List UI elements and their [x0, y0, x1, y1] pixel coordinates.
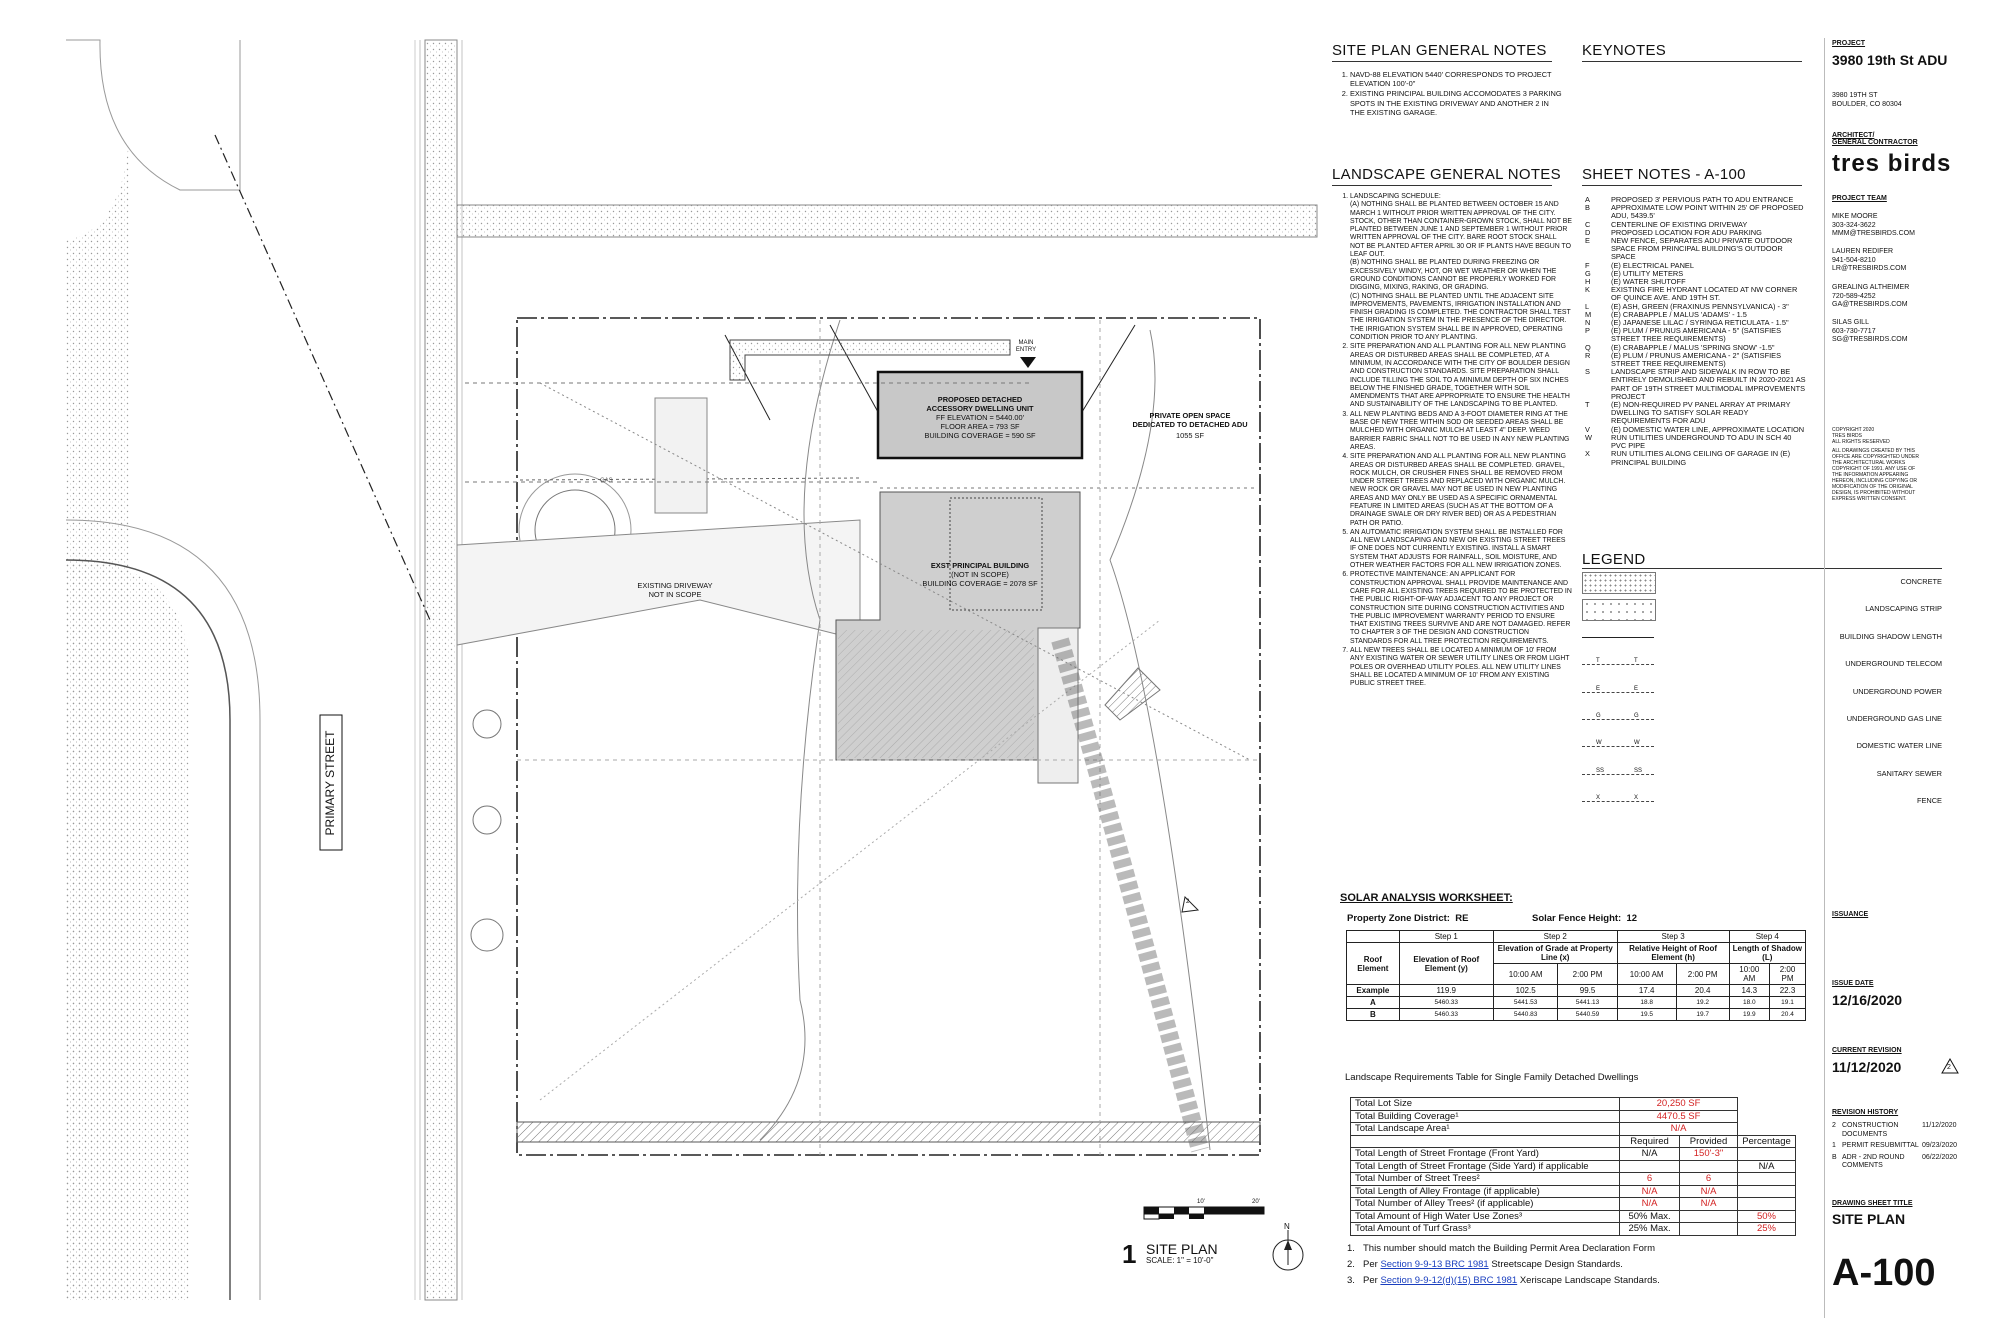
solar-cell: 99.5 — [1558, 985, 1617, 997]
landscape-table — [1350, 1097, 1796, 1236]
landscape-note: 2. SITE PREPARATION AND ALL PLANTING FOR ALL NEW PLANTING AREAS OR DISTURBED AREAS SHALL BE COMPLETED, AT A MINIMUM, IN ACCORDANCE WITH THE CITY OF BOULDER DESIGN AND CONSTRUCTION STANDARDS. SITE PREPARATION SHALL INCLUDE TILLING THE SOIL TO A MINIMUM DEPTH OF SIX INCHES BELOW THE FINISHED GRADE, TOGETHER WITH SOIL AMENDMENTS THAT ARE APPROPRIATE TO ENSURE THE HEALTH AND SUSTAINABILITY OF THE LANDSCAPING TO BE PLANTED. — [1350, 343, 1572, 409]
scale-tick-20: 20' — [1252, 1199, 1260, 1205]
solar-blank-cell — [1347, 931, 1400, 943]
landscape-label: Total Lot Size — [1351, 1098, 1620, 1111]
sheet-note-text: (E) NON-REQUIRED PV PANEL ARRAY AT PRIMARY DWELLING TO SATISFY SOLAR READY REQUIREMENTS FOR ADU — [1611, 400, 1791, 426]
solar-col-elev: Elevation of Roof Element (y) — [1399, 943, 1493, 985]
solar-time: 10:00 AM — [1493, 964, 1558, 985]
landscape-header: Required — [1620, 1135, 1680, 1148]
legend-label: FENCE — [1916, 796, 1942, 806]
sheet-note-text: (E) DOMESTIC WATER LINE, APPROXIMATE LOCATION — [1611, 424, 1805, 434]
landscape-percentage: N/A — [1737, 1160, 1795, 1173]
sheet-note-text: (E) ELECTRICAL PANEL — [1611, 260, 1694, 270]
legend-item — [1582, 572, 1942, 594]
landscape-percentage — [1737, 1185, 1795, 1198]
landscape-note: 3. ALL NEW PLANTING BEDS AND A 3-FOOT DIAMETER RING AT THE BASE OF NEW TREE WITHIN SOD OR SEEDED AREAS SHALL BE MULCHED WITH ORGANIC MULCH AT LEAST 4" DEEP. WEED BARRIER FABRIC SHALL NOT TO BE USED IN ANY NEW PLANTING AREAS. — [1350, 411, 1572, 452]
landscape-note: 6. PROTECTIVE MAINTENANCE: AN APPLICANT FOR CONSTRUCTION APPROVAL SHALL PROVIDE MAINTENANCE AND CARE FOR ALL EXISTING TREES REQUIRED TO BE PROTECTED IN THE PUBLIC RIGHT-OF-WAY ADJACENT TO ANY PROJECT OR CONSTRUCTION SITE DURING CONSTRUCTION ACTIVITIES AND THE PUBLIC IMPROVEMENT WARRANTY PERIOD TO ENSURE THAT EXISTING TREES SURVIVE AND ARE NOT DAMAGED. REFER TO CHAPTER 3 OF THE DESIGN AND CONSTRUCTION STANDARDS FOR ALL TREE PROTECTION REQUIREMENTS. — [1350, 571, 1572, 646]
sheet-note-text: (E) UTILITY METERS — [1611, 268, 1684, 278]
landscape-footnotes — [1347, 1241, 1660, 1289]
landscape-required: N/A — [1620, 1185, 1680, 1198]
solar-cell: 5460.33 — [1399, 1009, 1493, 1021]
principal-building-label: EXST PRINCIPAL BUILDING — [930, 561, 1030, 570]
landscape-notes-title: LANDSCAPE GENERAL NOTES — [1332, 166, 1561, 183]
issue-date: 12/16/2020 — [1832, 992, 1903, 1008]
solar-col-height: Relative Height of Roof Element (h) — [1617, 943, 1729, 964]
sheet-note-key: S — [1585, 367, 1590, 377]
sheet-note-text: (E) JAPANESE LILAC / SYRINGA RETICULATA - 1.5" — [1611, 318, 1789, 328]
landscape-provided: N/A — [1680, 1185, 1738, 1198]
solar-cell: 19.7 — [1676, 1009, 1729, 1021]
solar-time: 2:00 PM — [1558, 964, 1617, 985]
solar-cell: 5441.53 — [1493, 997, 1558, 1009]
sheet-note-text: (E) ASH, GREEN (FRAXINUS PENNSYLVANICA) - 3" — [1611, 301, 1789, 311]
disclaimer: ALL DRAWINGS CREATED BY THIS OFFICE ARE COPYRIGHTED UNDER THE ARCHITECTURAL WORKS COPYRIGHT OF 1991. ANY USE OF THE INFORMATION APPEARING HEREON, INCLUDING COPYING OR MODIFICATION OF THE ORIGINAL DESIGN, IS PROHIBITED WITHOUT EXPRESS WRITTEN CONSENT. — [1832, 448, 1919, 502]
landscape-row — [1351, 1110, 1796, 1123]
landscape-row — [1351, 1185, 1796, 1198]
keynotes-title: KEYNOTES — [1582, 42, 1667, 59]
revision-entry — [1832, 1122, 1982, 1139]
landscape-value: 20,250 SF — [1620, 1098, 1738, 1111]
legend-item — [1582, 654, 1942, 676]
solar-body — [1347, 985, 1806, 1021]
legend-label: LANDSCAPING STRIP — [1865, 604, 1942, 614]
footnote-link[interactable]: Section 9-9-12(d)(15) BRC 1981 — [1380, 1275, 1518, 1286]
landscape-percentage — [1737, 1198, 1795, 1211]
landscape-footnote — [1347, 1273, 1660, 1289]
legend-item — [1582, 682, 1942, 704]
legend-label: CONCRETE — [1900, 577, 1942, 586]
solar-zone-value: RE — [1455, 913, 1469, 924]
footnote-number: 2. — [1347, 1259, 1355, 1270]
landscape-provided: 6 — [1680, 1173, 1738, 1186]
solar-zone-label: Property Zone District: — [1347, 913, 1450, 924]
firm-logo: tres birds — [1832, 150, 1952, 177]
sheet-note-text: (E) WATER SHUTOFF — [1611, 277, 1686, 287]
team-member: MIKE MOORE 303-324-3622 MMM@TRESBIRDS.COM — [1832, 213, 1915, 238]
footnote-link[interactable]: Section 9-9-13 BRC 1981 — [1380, 1259, 1489, 1270]
sheet-note-text: CENTERLINE OF EXISTING DRIVEWAY — [1611, 219, 1748, 229]
sheet-note — [1585, 286, 1807, 302]
landscape-value: N/A — [1620, 1123, 1738, 1136]
landscape-row — [1351, 1123, 1796, 1136]
footnote-text: This number should match the Building Permit Area Declaration Form — [1363, 1243, 1655, 1254]
site-plan-note: 2. EXISTING PRINCIPAL BUILDING ACCOMODATES 3 PARKING SPOTS IN THE EXISTING DRIVEWAY AND ANOTHER 2 IN THE EXISTING GARAGE. — [1350, 89, 1565, 117]
revision-description: ADR - 2ND ROUND COMMENTS — [1842, 1153, 1905, 1170]
sheet-note-key: V — [1585, 424, 1590, 434]
landscape-header: Provided — [1680, 1135, 1738, 1148]
solar-steps-row — [1347, 931, 1806, 943]
landscape-label: Total Length of Street Frontage (Side Yard) if applicable — [1351, 1160, 1620, 1173]
legend-item — [1582, 627, 1942, 649]
sheet-note-text: PROPOSED LOCATION FOR ADU PARKING — [1611, 227, 1762, 237]
solar-cell: 20.4 — [1770, 1009, 1806, 1021]
legend-line-code: SS — [1634, 767, 1643, 774]
legend-symbol — [1582, 709, 1654, 720]
landscape-row — [1351, 1198, 1796, 1211]
landscape-provided: 150'-3" — [1680, 1148, 1738, 1161]
legend-line-code: E — [1596, 685, 1601, 692]
current-revision: 11/12/2020 — [1832, 1059, 1902, 1075]
solar-step: Step 2 — [1493, 931, 1617, 943]
landscape-notes-rule — [1332, 185, 1552, 186]
sheet-note-key: A — [1585, 195, 1590, 204]
project-team-label: PROJECT TEAM — [1832, 195, 1887, 202]
sheet-notes-rule — [1582, 185, 1802, 186]
landscape-required: N/A — [1620, 1148, 1680, 1161]
solar-cell: Example — [1347, 985, 1400, 997]
team-member: SILAS GILL 603-730-7717 SG@TRESBIRDS.COM — [1832, 319, 1908, 344]
solar-row — [1347, 985, 1806, 997]
legend-label: SANITARY SEWER — [1876, 768, 1942, 778]
sheet-note-key: G — [1585, 268, 1591, 278]
solar-time: 2:00 PM — [1676, 964, 1729, 985]
primary-street-label: PRIMARY STREET — [323, 730, 337, 836]
landscape-note: 1. LANDSCAPING SCHEDULE: (A) NOTHING SHALL BE PLANTED BETWEEN OCTOBER 15 AND MARCH 1 WITHOUT PRIOR WRITTEN APPROVAL OF THE CITY. STOCK, OTHER THAN CONTAINER-GROWN STOCK, SHALL NOT BE PLANTED BETWEEN JUNE 1 AND SEPTEMBER 1 WITHOUT PRIOR WRITTEN APPROVAL OF THE CITY. BARE ROOT STOCK SHALL NOT BE PLANTED AFTER APRIL 30 OR IF PLANTS HAVE BEGUN TO LEAF OUT. (B) NOTHING SHALL BE PLANTED DURING FREEZING OR EXCESSIVELY WINDY, HOT, OR WET WEATHER OR WHEN THE GROUND CONDITIONS CANNOT BE PROPERLY WORKED FOR DIGGING, MIXING, RAKING, OR GRADING. (C) NOTHING SHALL BE PLANTED UNTIL THE ADJACENT SITE IMPROVEMENTS, PAVEMENTS, IRRIGATION INSTALLATION AND FINISH GRADING IS COMPLETED. THE CONTRACTOR SHALL TEST THE IRRIGATION SYSTEM IN THE PRESENCE OF THE DIRECTOR. THE IRRIGATION SYSTEM SHALL BE IN APPROVED, OPERATING CONDITION PRIOR TO ANY PLANTING. — [1350, 193, 1572, 342]
solar-col-roof: Roof Element — [1347, 943, 1400, 985]
private-open-space-label: PRIVATE OPEN SPACE DEDICATED TO DETACHED ADU — [1132, 411, 1248, 430]
solar-table — [1346, 930, 1806, 1021]
team-member: GREALING ALTHEIMER 720-589-4252 GA@TRESBIRDS.COM — [1832, 284, 1910, 309]
main-entry-label: MAIN ENTRY — [1015, 340, 1037, 354]
revision-description: PERMIT RESUBMITTAL — [1842, 1142, 1919, 1150]
solar-cell: 5440.83 — [1493, 1009, 1558, 1021]
landscape-label: Total Building Coverage¹ — [1351, 1110, 1620, 1123]
legend-rule — [1582, 568, 1942, 569]
solar-row — [1347, 1009, 1806, 1021]
landscape-row — [1351, 1148, 1796, 1161]
landscape-empty — [1737, 1123, 1795, 1136]
landscape-header-row — [1351, 1135, 1796, 1148]
solar-cell: 20.4 — [1676, 985, 1729, 997]
legend-line-code: SS — [1596, 767, 1605, 774]
sheet-note-key: K — [1585, 285, 1590, 295]
solar-cell: 102.5 — [1493, 985, 1558, 997]
existing-driveway-label: EXISTING DRIVEWAY NOT IN SCOPE — [637, 581, 713, 600]
gas-line-label: GAS — [600, 478, 613, 484]
revision-date: 06/22/2020 — [1922, 1153, 1958, 1161]
landscape-label: Total Amount of Turf Grass³ — [1351, 1223, 1620, 1236]
landscape-label: Total Amount of High Water Use Zones³ — [1351, 1210, 1620, 1223]
legend-label: BUILDING SHADOW LENGTH — [1839, 631, 1942, 641]
revision-description: CONSTRUCTION DOCUMENTS — [1842, 1122, 1899, 1138]
landscape-percentage: 25% — [1737, 1223, 1795, 1236]
sheet-note-key: E — [1585, 236, 1590, 246]
legend-line-code: T — [1596, 658, 1600, 665]
landscape-label: Total Length of Alley Frontage (if applicable) — [1351, 1185, 1620, 1198]
sheet-note-key: D — [1585, 227, 1591, 237]
revision-date: 11/12/2020 — [1922, 1122, 1957, 1129]
landscape-row — [1351, 1098, 1796, 1111]
sheet-notes-list — [1585, 196, 1807, 467]
landscape-percentage — [1737, 1148, 1795, 1161]
solar-time: 2:00 PM — [1770, 964, 1806, 985]
sheet-note-text: LANDSCAPE STRIP AND SIDEWALK IN ROW TO BE ENTIRELY DEMOLISHED AND REBUILT IN 2020-2021 AS PART OF 19TH STREET MULTIMODAL IMPROVEMENTS PROJECT — [1611, 367, 1806, 401]
revision-entry — [1832, 1142, 1982, 1151]
solar-cell: 19.1 — [1770, 997, 1806, 1009]
legend-symbol — [1582, 736, 1654, 747]
landscape-label: Total Number of Street Trees² — [1351, 1173, 1620, 1186]
landscape-row — [1351, 1210, 1796, 1223]
sheet-note-text: PROPOSED 3' PERVIOUS PATH TO ADU ENTRANCE — [1611, 195, 1794, 204]
landscape-footnote — [1347, 1257, 1660, 1273]
legend-item — [1582, 599, 1942, 621]
legend-symbol — [1582, 572, 1656, 594]
landscape-label: Total Landscape Area¹ — [1351, 1123, 1620, 1136]
legend-line-code: W — [1596, 740, 1602, 747]
sheet-notes-title: SHEET NOTES - A-100 — [1582, 166, 1746, 183]
solar-fence — [1532, 913, 1637, 924]
landscape-provided — [1680, 1223, 1738, 1236]
revision-history-label: REVISION HISTORY — [1832, 1109, 1899, 1116]
sheet-note-key: R — [1585, 350, 1591, 360]
sheet-note-text: (E) PLUM / PRUNUS AMERICANA - 2" (SATISFIES STREET TREE REQUIREMENTS) — [1611, 350, 1782, 369]
team-member: LAUREN REDIFER 941-504-8210 LR@TRESBIRDS.COM — [1832, 248, 1907, 273]
legend-symbol — [1582, 627, 1654, 638]
revision-entry — [1832, 1154, 1982, 1171]
legend-label: DOMESTIC WATER LINE — [1856, 741, 1942, 751]
sheet-note-key: F — [1585, 260, 1590, 270]
site-plan-notes-title: SITE PLAN GENERAL NOTES — [1332, 42, 1547, 59]
landscape-provided: N/A — [1680, 1198, 1738, 1211]
solar-title: SOLAR ANALYSIS WORKSHEET: — [1340, 892, 1513, 904]
legend-symbol — [1582, 682, 1654, 693]
landscape-percentage — [1737, 1173, 1795, 1186]
keynotes-rule — [1582, 61, 1802, 62]
solar-cell: A — [1347, 997, 1400, 1009]
sheet-note — [1585, 352, 1807, 368]
sheet-note-key: Q — [1585, 342, 1591, 352]
solar-cell: 19.5 — [1617, 1009, 1676, 1021]
solar-header-row — [1347, 943, 1806, 964]
sheet-note — [1585, 204, 1807, 220]
principal-building-details: (NOT IN SCOPE) BUILDING COVERAGE = 2078 SF — [922, 570, 1038, 589]
solar-col-grade: Elevation of Grade at Property Line (x) — [1493, 943, 1617, 964]
landscape-required: N/A — [1620, 1198, 1680, 1211]
sheet-note-text: RUN UTILITIES ALONG CEILING OF GARAGE IN (E) PRINCIPAL BUILDING — [1611, 449, 1791, 467]
legend-item — [1582, 709, 1942, 731]
sheet-note — [1585, 327, 1807, 343]
callout-2: 2 — [1186, 899, 1190, 905]
solar-zone — [1347, 913, 1468, 924]
landscape-value: 4470.5 SF — [1620, 1110, 1738, 1123]
legend-item — [1582, 791, 1942, 813]
landscape-required: 6 — [1620, 1173, 1680, 1186]
legend-symbol — [1582, 654, 1654, 665]
landscape-row — [1351, 1160, 1796, 1173]
legend-symbol — [1582, 764, 1654, 775]
sheet-note-text: RUN UTILITIES UNDERGROUND TO ADU IN SCH 40 PVC PIPE — [1611, 432, 1792, 451]
footnote-text: Streetscape Design Standards. — [1488, 1259, 1623, 1270]
landscape-footnote — [1347, 1241, 1660, 1257]
footnote-number: 3. — [1347, 1275, 1355, 1286]
sheet-note — [1585, 237, 1807, 262]
solar-cell: 22.3 — [1770, 985, 1806, 997]
solar-time: 10:00 AM — [1729, 964, 1769, 985]
landscape-header: Percentage — [1737, 1135, 1795, 1148]
private-open-space-area: 1055 SF — [1176, 431, 1204, 440]
legend-item — [1582, 736, 1942, 758]
solar-col-shadow: Length of Shadow (L) — [1729, 943, 1805, 964]
landscape-required: 25% Max. — [1620, 1223, 1680, 1236]
solar-cell: 18.0 — [1729, 997, 1769, 1009]
revision-number: B — [1832, 1153, 1837, 1161]
project-name: 3980 19th St ADU — [1832, 52, 1948, 68]
sheet-title-label: DRAWING SHEET TITLE — [1832, 1200, 1913, 1207]
sheet-note-key: L — [1585, 301, 1590, 311]
sheet-note — [1585, 401, 1807, 426]
issuance-label: ISSUANCE — [1832, 911, 1869, 918]
solar-cell: 5441.13 — [1558, 997, 1617, 1009]
revision-history — [1832, 1122, 1982, 1174]
landscape-note: 5. AN AUTOMATIC IRRIGATION SYSTEM SHALL BE INSTALLED FOR ALL NEW LANDSCAPING AND NEW OR EXISTING STREET TREES IF ONE DOES NOT CURRENTLY EXISTING. INSTALL A SMART SYSTEM THAT ADJUSTS FOR RAINFALL, SOIL MOISTURE, AND OTHER WEATHER FACTORS FOR ALL NEW IRRIGATION ZONES. — [1350, 529, 1572, 570]
sheet-note-text: (E) PLUM / PRUNUS AMERICANA - 5" (SATISFIES STREET TREE REQUIREMENTS) — [1611, 326, 1782, 344]
landscape-table-title: Landscape Requirements Table for Single Family Detached Dwellings — [1345, 1072, 1639, 1083]
legend-symbol — [1582, 791, 1654, 802]
scale-tick-10: 10' — [1197, 1199, 1205, 1205]
landscape-header-blank — [1351, 1135, 1620, 1148]
landscape-label: Total Length of Street Frontage (Front Yard) — [1351, 1148, 1620, 1161]
solar-cell: 5460.33 — [1399, 997, 1493, 1009]
solar-cell: 17.4 — [1617, 985, 1676, 997]
sheet-note-key: N — [1585, 318, 1591, 328]
revision-number: 1 — [1832, 1142, 1836, 1150]
sheet-note — [1585, 368, 1807, 401]
sheet-note-key: X — [1585, 449, 1590, 459]
landscape-percentage: 50% — [1737, 1210, 1795, 1223]
footnote-text: Xeriscape Landscape Standards. — [1517, 1275, 1660, 1286]
sheet-note-key: P — [1585, 326, 1590, 336]
sheet-note-text: APPROXIMATE LOW POINT WITHIN 25' OF PROPOSED ADU, 5439.5' — [1611, 203, 1804, 221]
landscape-empty — [1737, 1110, 1795, 1123]
project-label: PROJECT — [1832, 40, 1866, 47]
sheet-title: SITE PLAN — [1832, 1211, 1906, 1227]
footnote-text: Per — [1363, 1275, 1381, 1286]
landscape-provided — [1680, 1210, 1738, 1223]
landscape-row — [1351, 1173, 1796, 1186]
solar-cell: 5440.59 — [1558, 1009, 1617, 1021]
issue-date-label: ISSUE DATE — [1832, 980, 1874, 987]
solar-cell: B — [1347, 1009, 1400, 1021]
revision-delta-number: 2 — [1947, 1064, 1951, 1071]
solar-cell: 14.3 — [1729, 985, 1769, 997]
sheet-note-key: B — [1585, 203, 1590, 213]
solar-step: Step 4 — [1729, 931, 1805, 943]
site-plan-notes-rule — [1332, 61, 1552, 62]
legend-item — [1582, 764, 1942, 786]
sheet-note-key: W — [1585, 432, 1592, 442]
view-title: SITE PLAN — [1146, 1241, 1218, 1257]
solar-row — [1347, 997, 1806, 1009]
solar-cell: 18.8 — [1617, 997, 1676, 1009]
solar-step: Step 1 — [1399, 931, 1493, 943]
legend-label: UNDERGROUND POWER — [1852, 686, 1942, 696]
sheet-note-text: (E) CRABAPPLE / MALUS 'ADAMS' - 1.5 — [1611, 309, 1747, 319]
copyright: COPYRIGHT 2020 TRES BIRDS ALL RIGHTS RESERVED — [1832, 427, 1890, 445]
adu-details: FF ELEVATION = 5440.00' FLOOR AREA = 793 SF BUILDING COVERAGE = 590 SF — [924, 413, 1036, 441]
sheet-note-key: T — [1585, 400, 1590, 410]
legend-line-code: E — [1634, 685, 1639, 692]
sheet-note — [1585, 450, 1807, 466]
landscape-note: 7. ALL NEW TREES SHALL BE LOCATED A MINIMUM OF 10' FROM ANY EXISTING WATER OR SEWER UTILITY LINES OR FROM LIGHT POLES OR OVERHEAD UTILITY POLES. ALL NEW UTILITY LINES SHALL BE LOCATED A MINIMUM OF 10' FROM ANY EXISTING PUBLIC STREET TREE. — [1350, 647, 1572, 688]
legend-label: UNDERGROUND GAS LINE — [1846, 714, 1942, 723]
sheet-note-text: EXISTING FIRE HYDRANT LOCATED AT NW CORNER OF QUINCE AVE. AND 19TH ST. — [1611, 285, 1798, 303]
landscape-label: Total Number of Alley Trees² (if applicable) — [1351, 1198, 1620, 1211]
current-revision-label: CURRENT REVISION — [1832, 1047, 1902, 1054]
solar-step: Step 3 — [1617, 931, 1729, 943]
site-plan-notes-list — [1332, 70, 1565, 118]
legend-symbol — [1582, 599, 1656, 621]
landscape-notes-list — [1332, 193, 1572, 690]
site-plan-note: 1. NAVD-88 ELEVATION 5440' CORRESPONDS TO PROJECT ELEVATION 100'-0" — [1350, 70, 1565, 88]
footnote-number: 1. — [1347, 1243, 1355, 1254]
landscape-note: 4. SITE PREPARATION AND ALL PLANTING FOR ALL NEW PLANTING AREAS OR DISTURBED AREAS SHALL BE COMPLETED. GRAVEL, ROCK MULCH, OR CRUSHER FINES SHALL BE REMOVED FROM UNDER STREET TREES AND REPLACED WITH ORGANIC MULCH. NEW ROCK OR GRAVEL MAY NOT BE USED IN NEW PLANTING AREAS AND MAY ONLY BE USED AS A SPECIFIC ORNAMENTAL FEATURE IN LIMITED AREAS (SUCH AS AT THE BOTTOM OF A DRAINAGE SWALE OR DRY RIVER BED) OR AS A PEDESTRIAN PATH OR PATIO. — [1350, 453, 1572, 528]
revision-number: 2 — [1832, 1122, 1836, 1129]
title-block-divider — [1824, 38, 1825, 1318]
project-address: 3980 19TH ST BOULDER, CO 80304 — [1832, 92, 1902, 108]
sheet-number: A-100 — [1832, 1252, 1936, 1294]
legend-line-code: X — [1634, 795, 1639, 802]
landscape-provided — [1680, 1160, 1738, 1173]
sheet-note-key: M — [1585, 309, 1592, 319]
north-label: N — [1284, 1222, 1290, 1231]
legend-line-code: W — [1634, 740, 1640, 747]
landscape-empty — [1737, 1098, 1795, 1111]
solar-fence-value: 12 — [1626, 913, 1638, 924]
landscape-required: 50% Max. — [1620, 1210, 1680, 1223]
legend-title: LEGEND — [1582, 551, 1646, 568]
legend-line-code: X — [1596, 795, 1601, 802]
architect-label: ARCHITECT/ GENERAL CONTRACTOR — [1832, 132, 1918, 146]
solar-time: 10:00 AM — [1617, 964, 1676, 985]
legend-line-code: G — [1596, 713, 1601, 719]
solar-fence-label: Solar Fence Height: — [1532, 913, 1622, 924]
sheet-note-key: C — [1585, 219, 1591, 229]
landscape-required — [1620, 1160, 1680, 1173]
sheet-note-key: H — [1585, 277, 1591, 287]
legend-line-code: G — [1634, 713, 1639, 719]
landscape-row — [1351, 1223, 1796, 1236]
sheet-note-text: (E) CRABAPPLE / MALUS 'SPRING SNOW' -1.5" — [1611, 342, 1775, 352]
legend-line-code: T — [1634, 658, 1638, 665]
adu-label: PROPOSED DETACHED ACCESSORY DWELLING UNIT — [926, 395, 1034, 414]
solar-cell: 19.9 — [1729, 1009, 1769, 1021]
sheet-note-text: NEW FENCE, SEPARATES ADU PRIVATE OUTDOOR SPACE FROM PRINCIPAL BUILDING'S OUTDOOR SPACE — [1611, 236, 1793, 262]
solar-cell: 119.9 — [1399, 985, 1493, 997]
legend-label: UNDERGROUND TELECOM — [1845, 659, 1942, 669]
view-scale: SCALE: 1" = 10'-0" — [1146, 1256, 1214, 1265]
view-number: 1 — [1122, 1239, 1137, 1269]
sheet-note — [1585, 434, 1807, 450]
footnote-text: Per — [1363, 1259, 1381, 1270]
solar-cell: 19.2 — [1676, 997, 1729, 1009]
revision-date: 09/23/2020 — [1922, 1142, 1958, 1150]
